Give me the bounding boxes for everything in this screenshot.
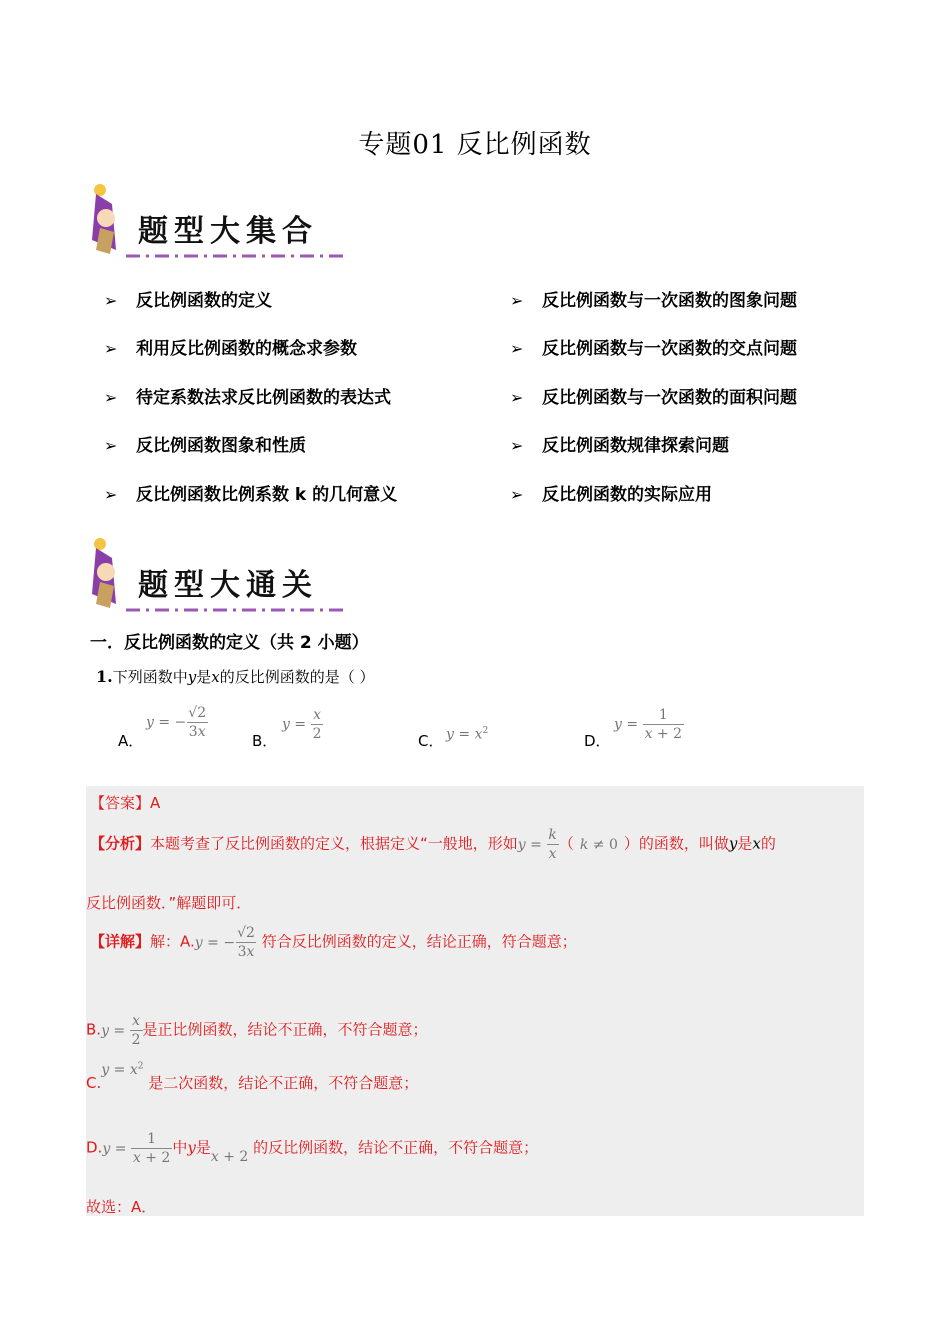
option-c-label[interactable]: C． [418,732,444,750]
option-a-formula: y = − $\frac{√2}{3x}$ [146,705,207,740]
detail-line-c: $C.y = x^2$ 是二次函数，结论不正确，不符合题意； [86,1061,419,1092]
toc-right-item-2[interactable]: ➢ 反比例函数与一次函数的交点问题 [510,339,797,359]
banner-title: 题型大通关 [138,568,318,603]
option-a-label[interactable]: A． [118,732,144,750]
toc-right-item-3[interactable]: ➢ 反比例函数与一次函数的面积问题 [510,388,797,408]
banner-practice [86,534,356,624]
toc-left-item-1[interactable]: ➢ 反比例函数的定义 [104,291,272,311]
option-d-formula: y = $\frac{1}{x + 2}$ [614,707,683,742]
answer-label: 【答案】A [90,794,161,812]
analysis-line-2: 反比例函数．”解题即可． [86,894,252,912]
banner-title: 题型大集合 [138,214,318,249]
toc-left-item-5[interactable]: ➢ 反比例函数比例系数 k 的几何意义 [104,485,398,505]
question-1: 1.下列函数中y是x的反比例函数的是（ ） [96,667,375,686]
toc-left-item-4[interactable]: ➢ 反比例函数图象和性质 [104,436,306,456]
option-d-label[interactable]: D． [584,732,611,750]
option-b-formula: y = $\frac{x}{2}$ [282,707,322,742]
page-title: 专题01 反比例函数 [358,130,592,160]
banner-question-types [86,180,356,270]
toc-right-item-4[interactable]: ➢ 反比例函数规律探索问题 [510,436,729,456]
section-heading: 一．反比例函数的定义（共 2 小题） [90,633,369,653]
toc-right-item-1[interactable]: ➢ 反比例函数与一次函数的图象问题 [510,291,797,311]
detail-line-d: D.y = $\frac{1}{x + 2}$ 中y是x + 2 的反比例函数，结论不正确，不符合题意； [86,1131,539,1166]
toc-left-item-3[interactable]: ➢ 待定系数法求反比例函数的表达式 [104,388,391,408]
detail-line-b: B.y = $\frac{x}{2}$ 是正比例函数，结论不正确，不符合题意； [86,1013,428,1048]
toc-right-item-5[interactable]: ➢ 反比例函数的实际应用 [510,485,712,505]
analysis-line-1: 【分析】本题考查了反比例函数的定义，根据定义“一般地，形如y = $\frac{k}{x}$ （ k ≠ 0 ）的函数，叫做y是x的 [90,827,776,862]
conclusion: 故选：A． [86,1198,157,1216]
detail-line-a: 【详解】解：A.y = − $\frac{√2}{3x}$ 符合反比例函数的定义，结论正确，符合题意； [90,925,577,960]
option-b-label[interactable]: B． [252,732,278,750]
toc-left-item-2[interactable]: ➢ 利用反比例函数的概念求参数 [104,339,357,359]
option-c-formula: $y = x^2$ [446,726,489,743]
